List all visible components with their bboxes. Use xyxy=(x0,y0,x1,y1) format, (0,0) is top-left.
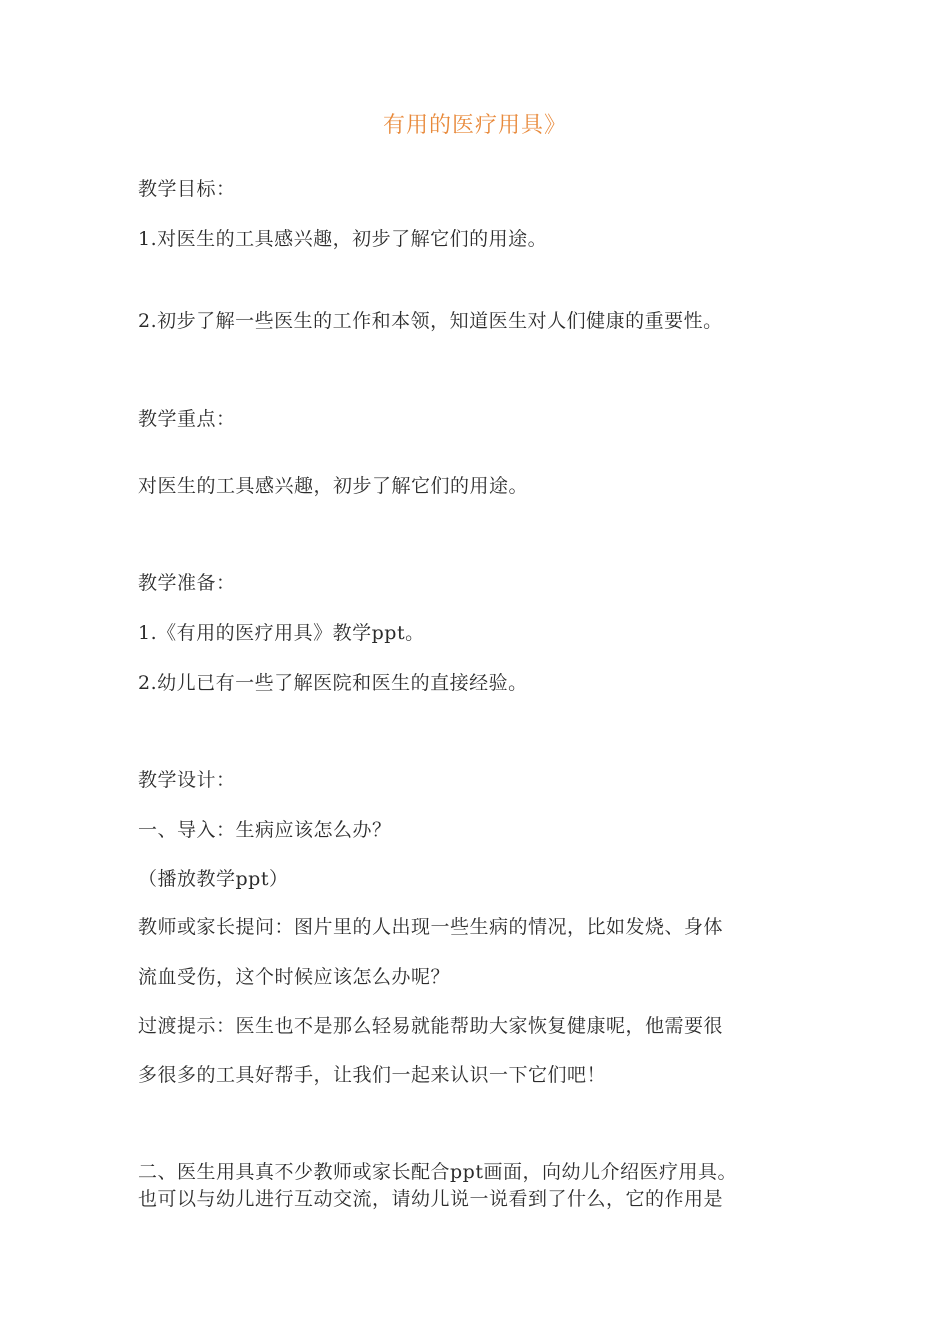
objective-item-2: 2.初步了解一些医生的工作和本领，知道医生对人们健康的重要性。 xyxy=(138,310,723,332)
section-heading-key-points: 教学重点： xyxy=(138,408,236,430)
document-title: 有用的医疗用具》 xyxy=(382,113,567,138)
design-paragraph-line: 流血受伤，这个时候应该怎么办呢？ xyxy=(138,966,451,988)
key-point-text: 对医生的工具感兴趣，初步了解它们的用途。 xyxy=(138,475,529,497)
design-paragraph-line: 多很多的工具好帮手，让我们一起来认识一下它们吧！ xyxy=(138,1064,607,1086)
design-step-1-note: （播放教学ppt） xyxy=(138,868,289,890)
design-paragraph-line: 也可以与幼儿进行互动交流，请幼儿说一说看到了什么，它的作用是 xyxy=(138,1188,724,1210)
preparation-item-1: 1.《有用的医疗用具》教学ppt。 xyxy=(138,622,425,644)
design-step-1-heading: 一、导入：生病应该怎么办？ xyxy=(138,819,392,841)
design-paragraph-line: 过渡提示：医生也不是那么轻易就能帮助大家恢复健康呢，他需要很 xyxy=(138,1015,724,1037)
section-heading-design: 教学设计： xyxy=(138,769,236,791)
design-step-2-heading: 二、医生用具真不少教师或家长配合ppt画面，向幼儿介绍医疗用具。 xyxy=(138,1161,737,1183)
design-paragraph-line: 教师或家长提问：图片里的人出现一些生病的情况，比如发烧、身体 xyxy=(138,916,724,938)
preparation-item-2: 2.幼儿已有一些了解医院和医生的直接经验。 xyxy=(138,672,528,694)
section-heading-preparation: 教学准备： xyxy=(138,572,236,594)
objective-item-1: 1.对医生的工具感兴趣，初步了解它们的用途。 xyxy=(138,228,548,250)
section-heading-objectives: 教学目标： xyxy=(138,178,236,200)
